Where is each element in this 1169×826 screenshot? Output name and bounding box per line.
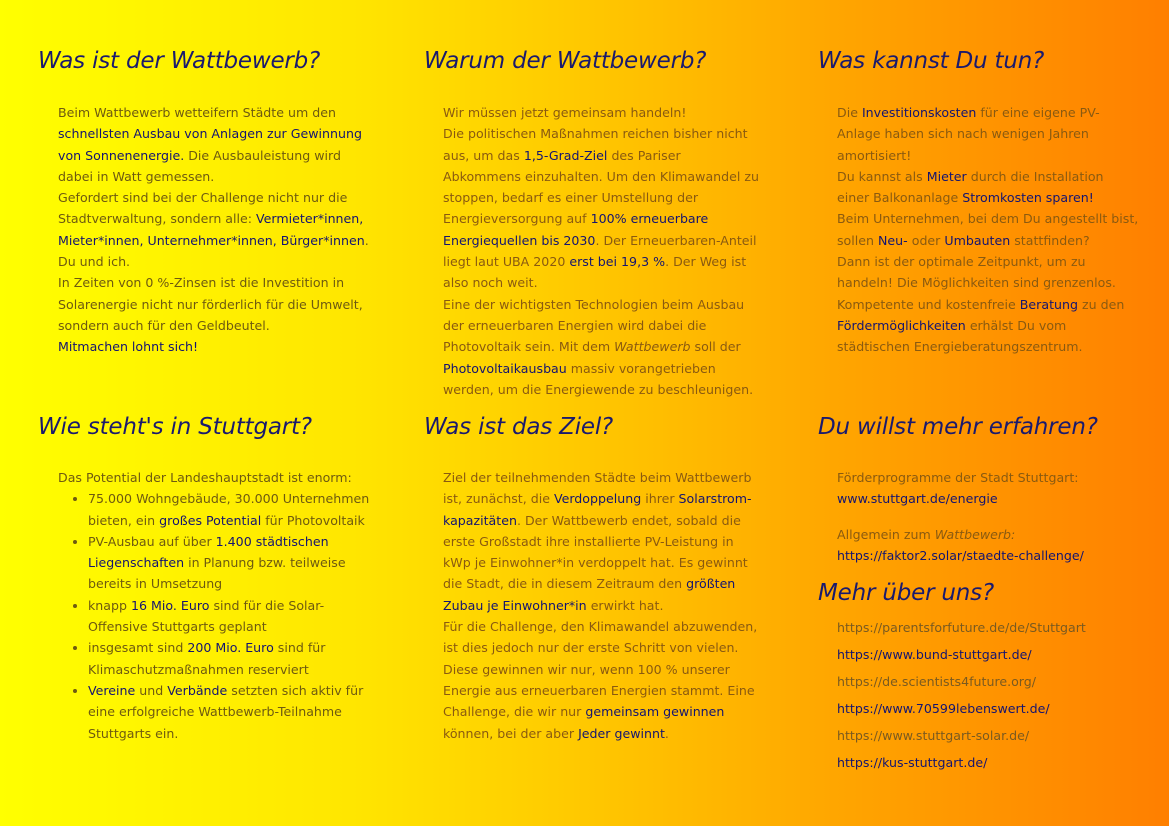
text: . Der Erneuerbaren-Anteil [595, 232, 757, 248]
text-line: Für die Challenge, den Klimawandel abzuwenden, [443, 619, 758, 635]
text-line [443, 488, 774, 509]
text: Die Ausbauleistung wird [188, 147, 341, 163]
section-mehr-ueber-uns [818, 580, 1158, 776]
bund-stuttgart-link[interactable]: https://www.bund-stuttgart.de/ [837, 647, 1032, 662]
text: setzten sich aktiv für eine erfolgreiche Wattbewerb-Teilnahme Stuttgarts ein. [88, 682, 364, 741]
highlight-text: Zubau je Einwohner*in [443, 597, 587, 613]
70599lebenswert-link[interactable]: https://www.70599lebenswert.de/ [837, 701, 1050, 716]
text-line [58, 230, 378, 251]
highlight-text: großes Potential [159, 512, 262, 528]
scientists4future-link[interactable]: https://de.scientists4future.org/ [837, 674, 1036, 689]
text: Du kannst als [837, 168, 923, 184]
text: ihrer [645, 491, 675, 507]
text-line [443, 230, 774, 251]
highlight-text: Vermieter*innen, [256, 211, 364, 227]
highlight-text: Neu- [878, 232, 908, 248]
text-line: der erneuerbaren Energien wird dabei die [443, 317, 707, 333]
text: soll der [694, 339, 741, 355]
text: insgesamt sind [88, 640, 184, 656]
section-heading: Was ist das Ziel? [424, 414, 614, 440]
text-line [443, 358, 774, 379]
links-list [837, 614, 1158, 776]
text: massiv vorangetrieben [570, 360, 716, 376]
highlight-text: schnellsten Ausbau von Anlagen zur Gewinnung [58, 126, 362, 142]
section-body [443, 467, 774, 744]
text-line [443, 336, 774, 357]
text: PV-Ausbau auf über [88, 533, 212, 549]
text-line: Abkommens einzuhalten. Um den Klimawandel zu [443, 168, 759, 184]
text-line: Dann ist der optimale Zeitpunkt, um zu [837, 254, 1086, 270]
section-body [837, 467, 1158, 566]
text-line: Die politischen Maßnahmen reichen bisher nicht [443, 126, 748, 142]
text-line: Gefordert sind bei der Challenge nicht nur die [58, 190, 348, 206]
section-warum-der-wattbewerb [424, 48, 774, 400]
text-line: Energie aus erneuerbaren Energien stammt. Eine [443, 682, 755, 698]
text: liegt laut UBA 2020 [443, 254, 566, 270]
text: sind für Klimaschutzmaßnahmen reserviert [88, 640, 326, 677]
highlight-text: Energiequellen bis 2030 [443, 232, 596, 248]
highlight-text: 1.400 städtischen Liegenschaften [88, 533, 329, 571]
text: Energieversorgung auf [443, 211, 587, 227]
highlight-text: Verbände [167, 682, 228, 698]
highlight-text: Mieter*innen, Unternehmer*innen, Bürger*innen [58, 232, 365, 248]
text: Die [837, 105, 858, 120]
text: . Der Wattbewerb endet, sobald die [516, 512, 741, 528]
highlight-text: 1,5-Grad-Ziel [523, 147, 608, 163]
text-line: Das Potential der Landeshauptstadt ist enorm: [58, 470, 352, 485]
text-line: erste Großstadt ihre installierte PV-Leistung in [443, 533, 734, 549]
list-item [88, 488, 383, 531]
highlight-text: Umbauten [944, 232, 1011, 248]
highlight-text: Jeder gewinnt [578, 725, 665, 741]
section-heading: Was ist der Wattbewerb? [38, 48, 321, 74]
text: . Der Weg ist [665, 254, 747, 270]
text-line: Beim Unternehmen, bei dem Du angestellt bist, [837, 211, 1139, 227]
text: und [139, 682, 164, 698]
text: 75.000 Wohngebäude, 30.000 Unternehmen bieten, ein [88, 491, 370, 528]
italic-text: Wattbewerb [614, 339, 691, 355]
section-body [58, 102, 378, 358]
text: zu den [1082, 296, 1125, 312]
text: . [364, 232, 369, 248]
section-heading: Du willst mehr erfahren? [818, 414, 1098, 440]
stuttgart-solar-link[interactable]: https://www.stuttgart-solar.de/ [837, 728, 1030, 743]
section-body [443, 102, 774, 400]
list-item [88, 595, 383, 638]
text-line [443, 723, 774, 744]
text-line [837, 230, 1158, 251]
text: aus, um das [443, 147, 520, 163]
section-heading: Warum der Wattbewerb? [424, 48, 707, 74]
text: sollen [837, 232, 874, 248]
text-line [443, 595, 774, 616]
text: durch die Installation [970, 168, 1104, 184]
text-line [443, 251, 774, 272]
text: Allgemein zum [837, 526, 931, 542]
section-was-kannst-du-tun [818, 48, 1158, 358]
text: in Planung bzw. teilweise bereits in Umsetzung [88, 555, 346, 592]
section-body [837, 102, 1158, 358]
highlight-text: Mieter [926, 168, 967, 184]
text: Challenge, die wir nur [443, 704, 582, 720]
text: die Stadt, die in diesem Zeitraum den [443, 576, 683, 592]
text: können, bei der aber [443, 725, 575, 741]
text-line [443, 145, 774, 166]
text-line: handeln! Die Möglichkeiten sind grenzenlos. [837, 275, 1116, 291]
section-body [58, 467, 383, 744]
stuttgart-energie-link[interactable]: www.stuttgart.de/energie [837, 491, 998, 507]
section-was-ist-das-ziel [424, 414, 774, 744]
text-line: städtischen Energieberatungszentrum. [837, 339, 1083, 355]
text: Kompetente und kostenfreie [837, 296, 1016, 312]
text: des Pariser [611, 147, 681, 163]
text: Photovoltaik sein. Mit dem [443, 339, 611, 355]
text: stattfinden? [1014, 232, 1090, 248]
list-item [88, 637, 383, 680]
text-line [837, 315, 1158, 336]
highlight-text: Beratung [1019, 296, 1078, 312]
text-line [837, 524, 1158, 545]
highlight-text: Mitmachen lohnt sich! [58, 339, 199, 355]
text: ist, zunächst, die [443, 491, 550, 507]
text-line: Anlage haben sich nach wenigen Jahren [837, 126, 1089, 142]
highlight-text: kapazitäten [443, 512, 517, 528]
section-du-willst-mehr-erfahren [818, 414, 1158, 566]
highlight-text: gemeinsam gewinnen [585, 704, 725, 720]
faktor2-solar-link[interactable]: https://faktor2.solar/staedte-challenge/ [837, 547, 1084, 563]
text-line [58, 145, 378, 166]
text-line: sondern auch für den Geldbeutel. [58, 317, 270, 333]
highlight-text: 200 Mio. Euro [187, 640, 274, 656]
text-line: amortisiert! [837, 147, 912, 163]
italic-text: Wattbewerb: [934, 526, 1016, 542]
list-item [88, 680, 383, 744]
parentsforfuture-link[interactable]: https://parentsforfuture.de/de/Stuttgart [837, 620, 1086, 635]
text: sind für die Solar-Offensive Stuttgarts geplant [88, 597, 325, 635]
highlight-text: von Sonnenenergie. [58, 147, 185, 163]
text-line: Wir müssen jetzt gemeinsam handeln! [443, 105, 687, 120]
highlight-text: Vereine [88, 682, 136, 698]
text-line [837, 166, 1158, 187]
highlight-text: Photovoltaikausbau [443, 360, 567, 376]
highlight-text: Investitionskosten [861, 105, 977, 120]
text-line: Diese gewinnen wir nur, wenn 100 % unserer [443, 661, 730, 677]
text-line [837, 187, 1158, 208]
text-line: Förderprogramme der Stadt Stuttgart: [837, 470, 1079, 485]
text-line: Solarenergie nicht nur förderlich für die Umwelt, [58, 296, 363, 312]
text: für eine eigene PV- [980, 105, 1100, 120]
text-line: also noch weit. [443, 275, 538, 291]
text-line: dabei in Watt gemessen. [58, 168, 215, 184]
text-line [443, 510, 774, 531]
text-line [837, 102, 1158, 123]
text-line [443, 573, 774, 594]
list-item [88, 531, 383, 595]
text: für Photovoltaik [265, 512, 365, 528]
text-line: Eine der wichtigsten Technologien beim Ausbau [443, 296, 745, 312]
highlight-text: Solarstrom- [678, 491, 752, 507]
section-heading: Mehr über uns? [818, 580, 994, 606]
text-line: In Zeiten von 0 %-Zinsen ist die Investition in [58, 275, 345, 291]
section-was-ist-der-wattbewerb [38, 48, 378, 358]
section-heading: Wie steht's in Stuttgart? [38, 414, 312, 440]
text: oder [911, 232, 941, 248]
text: erhälst Du vom [969, 317, 1067, 333]
text-line: kWp je Einwohner*in verdoppelt hat. Es gewinnt [443, 555, 748, 571]
kus-stuttgart-link[interactable]: https://kus-stuttgart.de/ [837, 755, 988, 770]
section-wie-stehts-in-stuttgart [38, 414, 383, 744]
section-heading: Was kannst Du tun? [818, 48, 1045, 74]
highlight-text: größten [686, 576, 736, 592]
highlight-text: Fördermöglichkeiten [837, 317, 966, 333]
text-line [58, 208, 378, 229]
highlight-text: Verdoppelung [553, 491, 642, 507]
text-line: werden, um die Energiewende zu beschleunigen. [443, 381, 754, 397]
bullet-list [58, 488, 383, 744]
text: knapp [88, 597, 127, 613]
text: . [664, 725, 669, 741]
text: erwirkt hat. [590, 597, 664, 613]
text-line: ist dies jedoch nur der erste Schritt von vielen. [443, 640, 739, 656]
highlight-text: Stromkosten sparen! [962, 190, 1094, 206]
highlight-text: 16 Mio. Euro [131, 597, 210, 613]
text-line: stoppen, bedarf es einer Umstellung der [443, 190, 699, 206]
text-line: Ziel der teilnehmenden Städte beim Wattbewerb [443, 470, 752, 485]
text-line [443, 701, 774, 722]
text: Stadtverwaltung, sondern alle: [58, 211, 253, 227]
text: einer Balkonanlage [837, 190, 959, 206]
highlight-text: 100% erneuerbare [590, 211, 709, 227]
highlight-text: erst bei 19,3 % [569, 254, 666, 270]
text-line [443, 208, 774, 229]
text-line: Du und ich. [58, 254, 131, 270]
text-line [837, 294, 1158, 315]
text-line: Beim Wattbewerb wetteifern Städte um den [58, 105, 336, 120]
